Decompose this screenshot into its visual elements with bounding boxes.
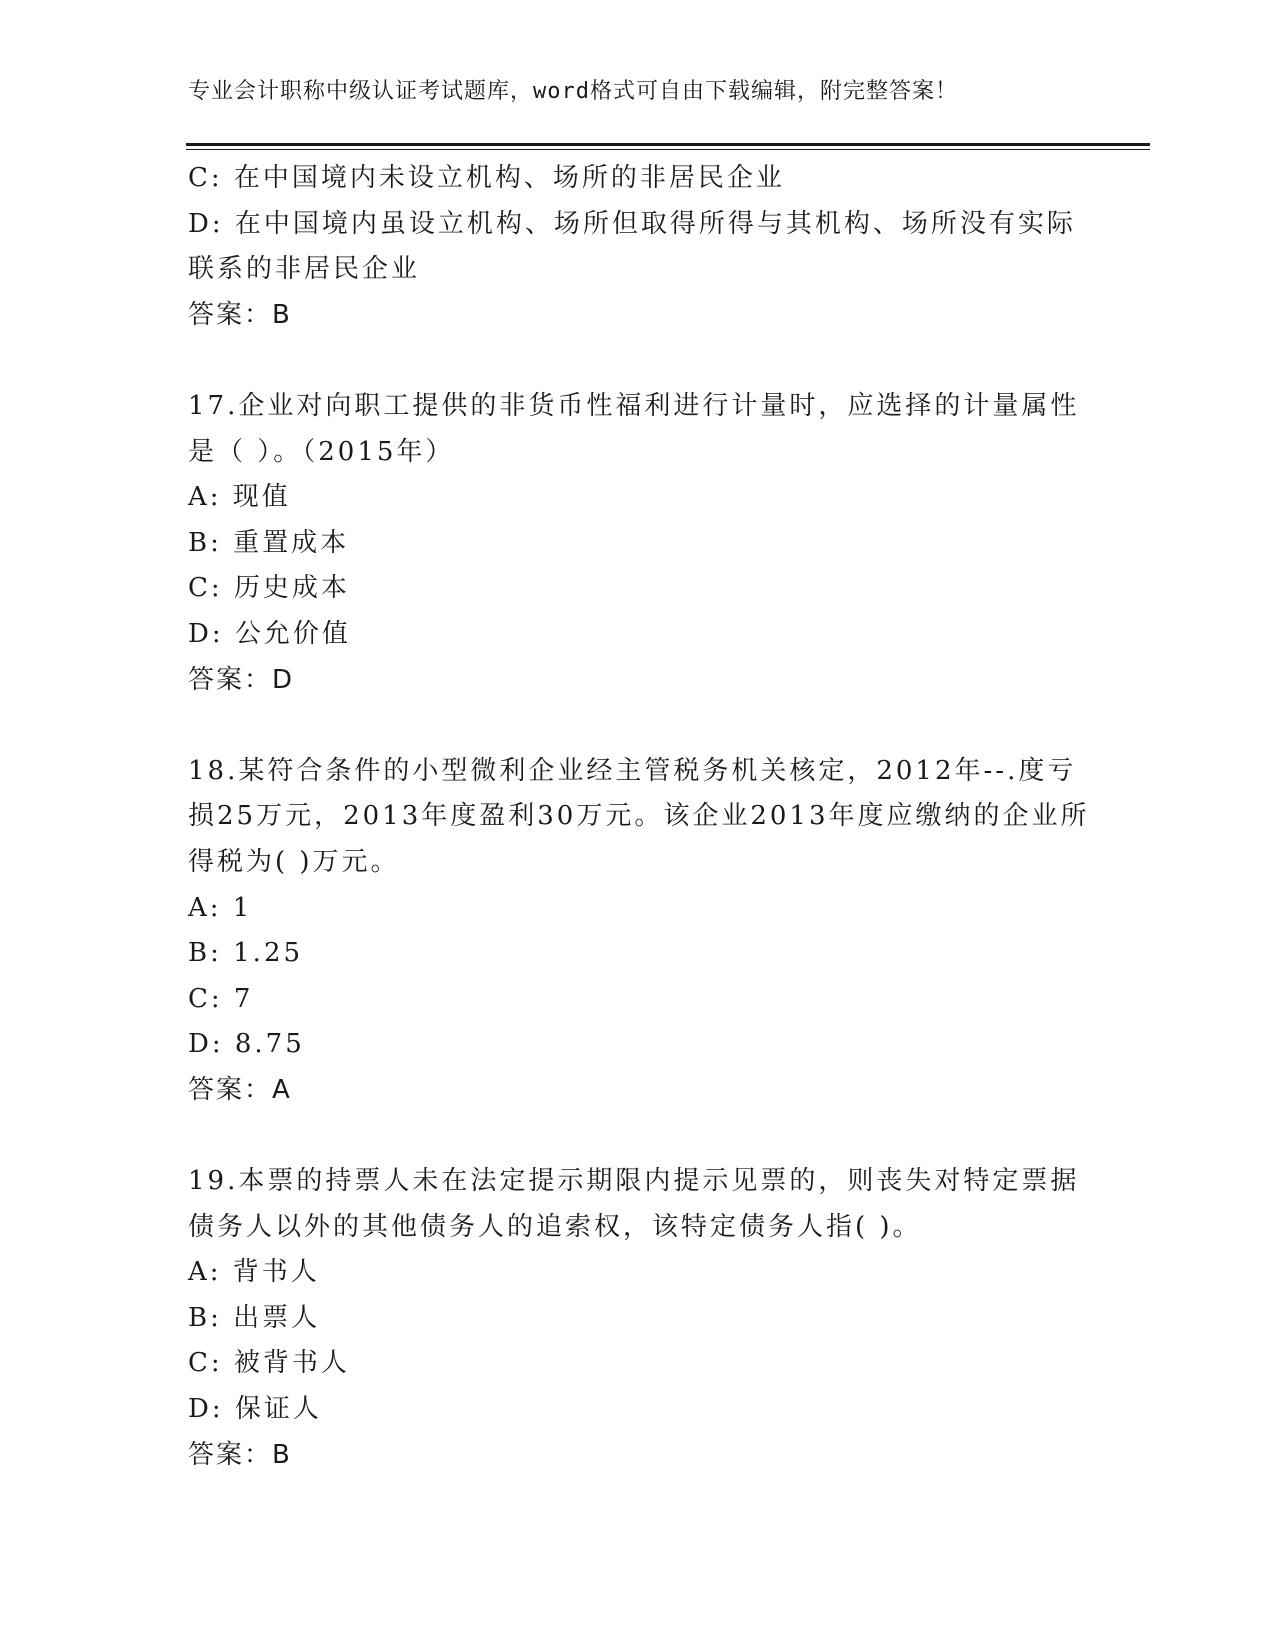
question-text: 是（ ）。（2015年） [188,436,455,467]
option-line: C: 历史成本 [188,573,350,604]
question-text: 得税为( )万元。 [188,846,400,877]
question-text: 17.企业对向职工提供的非货币性福利进行计量时，应选择的计量属性 [188,390,1080,421]
option-line: D: 8.75 [188,1029,305,1060]
option-line: 联系的非居民企业 [188,254,421,285]
option-line: D: 在中国境内虽设立机构、场所但取得所得与其机构、场所没有实际 [188,208,1076,239]
option-line: A: 现值 [188,482,291,513]
answer-line: 答案：D [188,664,295,695]
page-header: 专业会计职称中级认证考试题库，word格式可自由下载编辑，附完整答案！ [188,79,958,104]
option-line: B: 1.25 [188,938,304,969]
option-line: D: 公允价值 [188,618,351,649]
question-block [188,384,1088,703]
block-spacer [188,1113,1088,1159]
option-line: C: 在中国境内未设立机构、场所的非居民企业 [188,163,785,193]
option-line: A: 1 [188,892,253,923]
answer-line: 答案：A [188,1074,292,1105]
question-text: 债务人以外的其他债务人的追索权，该特定债务人指( )。 [188,1211,922,1242]
option-line: A: 背书人 [188,1257,320,1288]
option-line: D: 保证人 [188,1394,322,1425]
header-rule-thick [186,143,1150,146]
question-text: 损25万元，2013年度盈利30万元。该企业2013年度应缴纳的企业所 [188,801,1090,832]
answer-line: 答案：B [188,1439,292,1470]
question-block [188,1159,1088,1478]
block-spacer [188,703,1088,749]
option-line: C: 7 [188,983,254,1014]
option-line: B: 出票人 [188,1302,321,1333]
answer-line: 答案：B [188,299,292,330]
header-rule-thin [186,149,1150,150]
question-text: 19.本票的持票人未在法定提示期限内提示见票的，则丧失对特定票据 [188,1166,1080,1197]
question-text: 18.某符合条件的小型微利企业经主管税务机关核定，2012年--.度亏 [188,755,1077,786]
block-spacer [188,338,1088,384]
option-line: C: 被背书人 [188,1348,350,1379]
question-block [188,749,1088,1114]
question-list [188,156,1088,1478]
question-block [188,156,1088,338]
option-line: B: 重置成本 [188,527,350,558]
